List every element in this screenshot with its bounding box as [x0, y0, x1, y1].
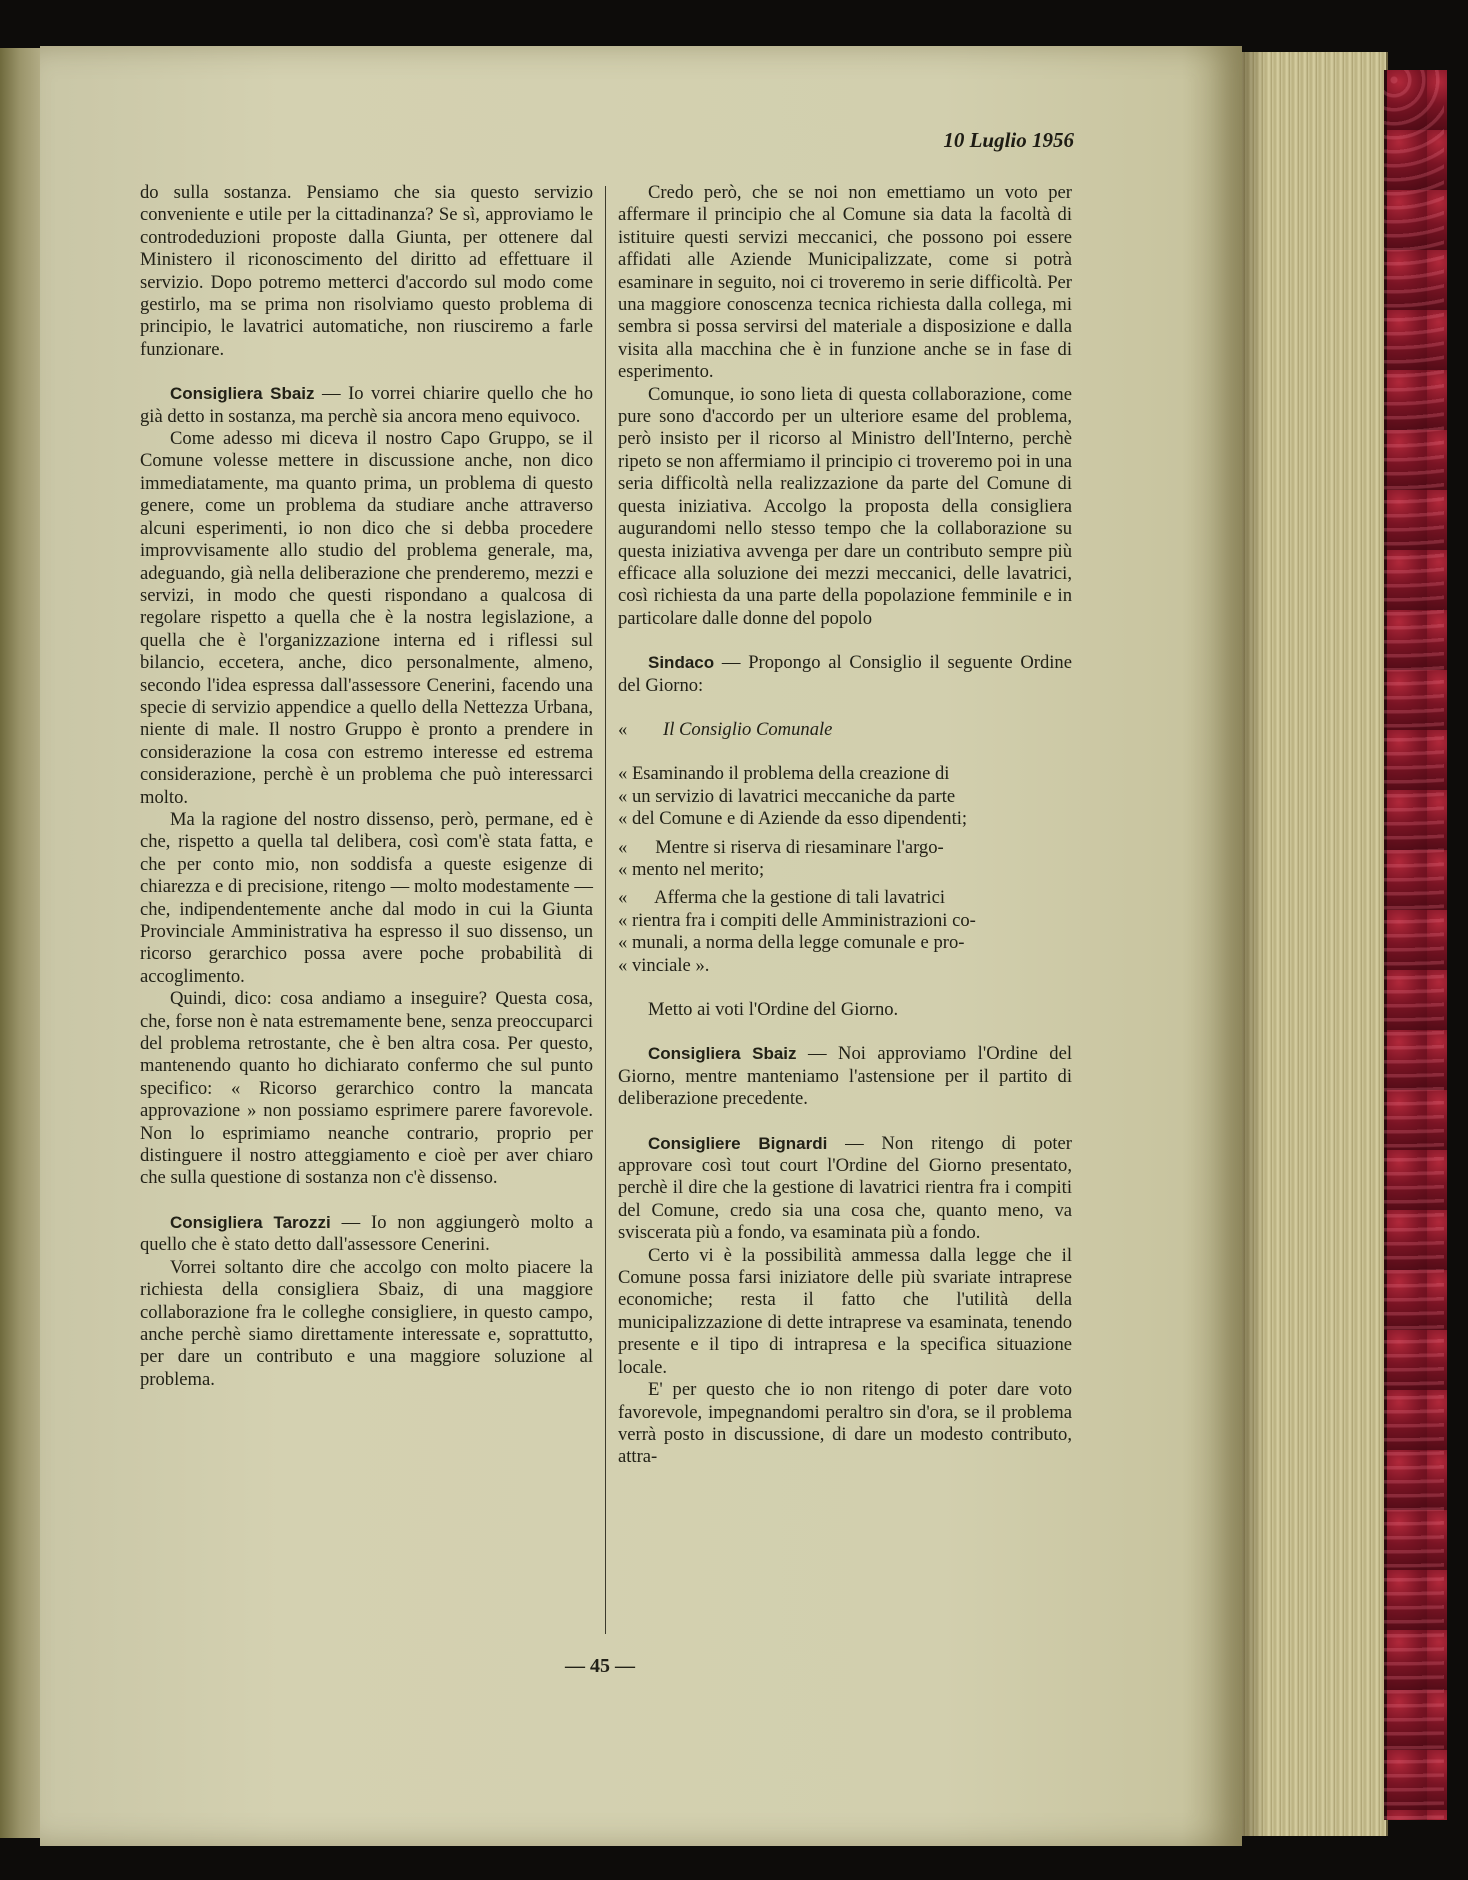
left-facing-page-edge [0, 48, 44, 1838]
motion-clause [618, 837, 1072, 882]
speaker-name: Consigliera Sbaiz [648, 1044, 797, 1064]
column-divider [605, 186, 606, 1634]
text-paragraph: Credo però, che se noi non emettiamo un voto per affermare il principio che al Comune sia data la facoltà di istituire questi servizi meccanici, che possono poi essere affidati alle Aziende Municipalizzate, come si potrà esaminare in seguito, noi ci troveremo in serie difficoltà. Per una maggiore conoscenza tecnica richiesta dalla collega, mi sembra si possa servirsi del materiale a disposizione e dalla visita alla macchina che è in funzione anche se in fase di esperimento. [618, 182, 1072, 383]
motion-clause [618, 887, 1072, 977]
speaker-name: Consigliere Bignardi [648, 1133, 828, 1153]
speech-paragraph [140, 1212, 593, 1257]
motion-clause [618, 763, 1072, 830]
speech-paragraph [618, 1133, 1072, 1245]
text-paragraph: Ma la ragione del nostro dissenso, però, permane, ed è che, rispetto a quella tal delibera, così com'è stata fatta, e che per conto mio, non soddisfa a queste esigenze di chiarezza e di precisione, ritengo — molto modestamente — che, indipendentemente anche dal modo in cui la Giunta Provinciale Amministrativa ha espresso il suo dissenso, un ricorso gerarchico possa avere poche probabilità di accoglimento. [140, 808, 593, 987]
quote-mark: « [618, 718, 628, 740]
text-paragraph: do sulla sostanza. Pensiamo che sia questo servizio conveniente e utile per la cittadinanza? Se sì, approviamo le controdeduzioni proposte dalla Giunta, per ottenere dal Ministero il riconoscimento del diritto ad effettuare il servizio. Dopo potremo metterci d'accordo sul modo come gestirlo, ma se prima non risolviamo questo problema di principio, le lavatrici automatiche, non riusciremo a farle funzionare. [140, 182, 593, 360]
text-paragraph: Comunque, io sono lieta di questa collaborazione, come pure sono d'accordo per un ulteriore esame del problema, però insisto per il ricorso al Ministro dell'Interno, perchè ripeto se non affermiamo il principio ci troveremo poi in una seria difficoltà nella realizzazione da parte del Comune di questa iniziativa. Accolgo la proposta della consigliera augurandomi nello stesso tempo che la collaborazione su questa iniziativa avvenga per dare un contributo sempre più efficace alla soluzione dei mezzi meccanici, delle lavatrici, così richiesta da una parte della popolazione femminile e in particolare dalle donne del popolo [618, 383, 1072, 629]
speech-paragraph [140, 383, 593, 428]
motion-title-text: Il Consiglio Comunale [663, 718, 833, 740]
motion-line: « mento nel merito; [618, 858, 765, 880]
speech-text: — Io non aggiungerò molto a quello che è stato detto dall'assessore Cenerini. [140, 1211, 593, 1256]
speech-text: — Propongo al Consiglio il seguente Ordine del Giorno: [618, 652, 1072, 696]
speech-paragraph [618, 1043, 1072, 1110]
motion-line: « rientra fra i compiti delle Amministrazioni co- [618, 909, 976, 931]
text-paragraph: Metto ai voti l'Ordine del Giorno. [648, 999, 899, 1020]
left-text-column [140, 182, 593, 1391]
speech-text: — Noi approviamo l'Ordine del Giorno, mentre manteniamo l'astensione per il partito di deliberazione precedente. [618, 1043, 1073, 1110]
speaker-name: Consigliera Sbaiz [170, 384, 315, 404]
page-number: — 45 — [565, 1655, 635, 1677]
motion-line: « vinciale ». [618, 954, 710, 976]
motion-line: « un servizio di lavatrici meccaniche da parte [618, 785, 956, 807]
motion-line: « Esaminando il problema della creazione di [618, 763, 950, 785]
page-header-date: 10 Luglio 1956 [943, 128, 1074, 152]
binding-texture [1384, 70, 1444, 1820]
motion-line: « Afferma che la gestione di tali lavatrici [618, 887, 945, 909]
speech-text: — Non ritengo di poter approvare così tout court l'Ordine del Giorno presentato, perchè il dire che la gestione di lavatrici rientra fra i compiti del Comune, credo sia una cosa che, quanto meno, va sviscerata più a fondo, va esaminata più a fondo. [618, 1132, 1072, 1244]
speaker-name: Consigliera Tarozzi [170, 1212, 331, 1232]
motion-line: « del Comune e di Aziende da esso dipendenti; [618, 808, 968, 830]
speaker-name: Sindaco [648, 653, 715, 673]
text-paragraph: Certo vi è la possibilità ammessa dalla legge che il Comune possa farsi iniziatore delle più svariate intraprese economiche; resta il fatto che l'utilità della municipalizzazione di dette intraprese va esaminata, tenendo presente e il tipo di intrapresa e la specifica situazione locale. [618, 1244, 1072, 1378]
text-paragraph: E' per questo che io non ritengo di poter dare voto favorevole, impegnandomi peraltro sin d'ora, se il problema verrà posto in discussione, di dare un modesto contributo, attra- [618, 1379, 1072, 1468]
text-paragraph: Quindi, dico: cosa andiamo a inseguire? Questa cosa, che, forse non è nata estremamente bene, senza preoccuparci del problema retrostante, che è ben altra cosa. Per questo, mantenendo quanto ho dichiarato confermo che sul punto specifico: « Ricorso gerarchico contro la mancata approvazione » non possiamo esprimere parere favorevole. Non lo esprimiamo neanche contrario, proprio per distinguere il nostro atteggiamento e cioè per aver chiaro che sulla questione di sostanza non c'è dissenso. [140, 988, 593, 1189]
speech-text: — Io vorrei chiarire quello che ho già detto in sostanza, ma perchè sia ancora meno equivoco. [140, 383, 593, 427]
text-paragraph: Come adesso mi diceva il nostro Capo Gruppo, se il Comune volesse mettere in discussione anche, non dico immediatamente, ma quanto prima, un problema di questo genere, come un problema da studiare anche attraverso alcuni esperimenti, io non dico che si debba procedere improvvisamente allo studio del problema generale, ma, adeguando, già nella deliberazione che prenderemo, mezzi e servizi, in modo che questi rispondano a qualcosa di regolare rispetto a quella che è la nostra legislazione, a quella che è l'organizzazione interna ed i riflessi sul bilancio, eccetera, anche, dico personalmente, almeno, secondo l'idea espressa dall'assessore Cenerini, facendo una specie di servizio appendice a quello della Nettezza Urbana, niente di male. Il nostro Gruppo è pronto a prendere in considerazione la cosa con estremo interesse ed estrema considerazione, perchè è un problema che può interessarci molto. [140, 428, 593, 808]
right-text-column [618, 182, 1072, 1469]
speech-paragraph [618, 652, 1072, 697]
text-paragraph: Vorrei soltanto dire che accolgo con molto piacere la richiesta della consigliera Sbaiz, di una maggiore collaborazione fra le colleghe consigliere, in questo campo, anche perchè siamo direttamente interessate e, soprattutto, per dare un contributo e una maggiore soluzione al problema. [140, 1256, 593, 1390]
motion-line: « munali, a norma della legge comunale e pro- [618, 932, 965, 954]
motion-line: « Mentre si riserva di riesaminare l'argo- [618, 836, 944, 858]
motion-title [618, 719, 1072, 741]
